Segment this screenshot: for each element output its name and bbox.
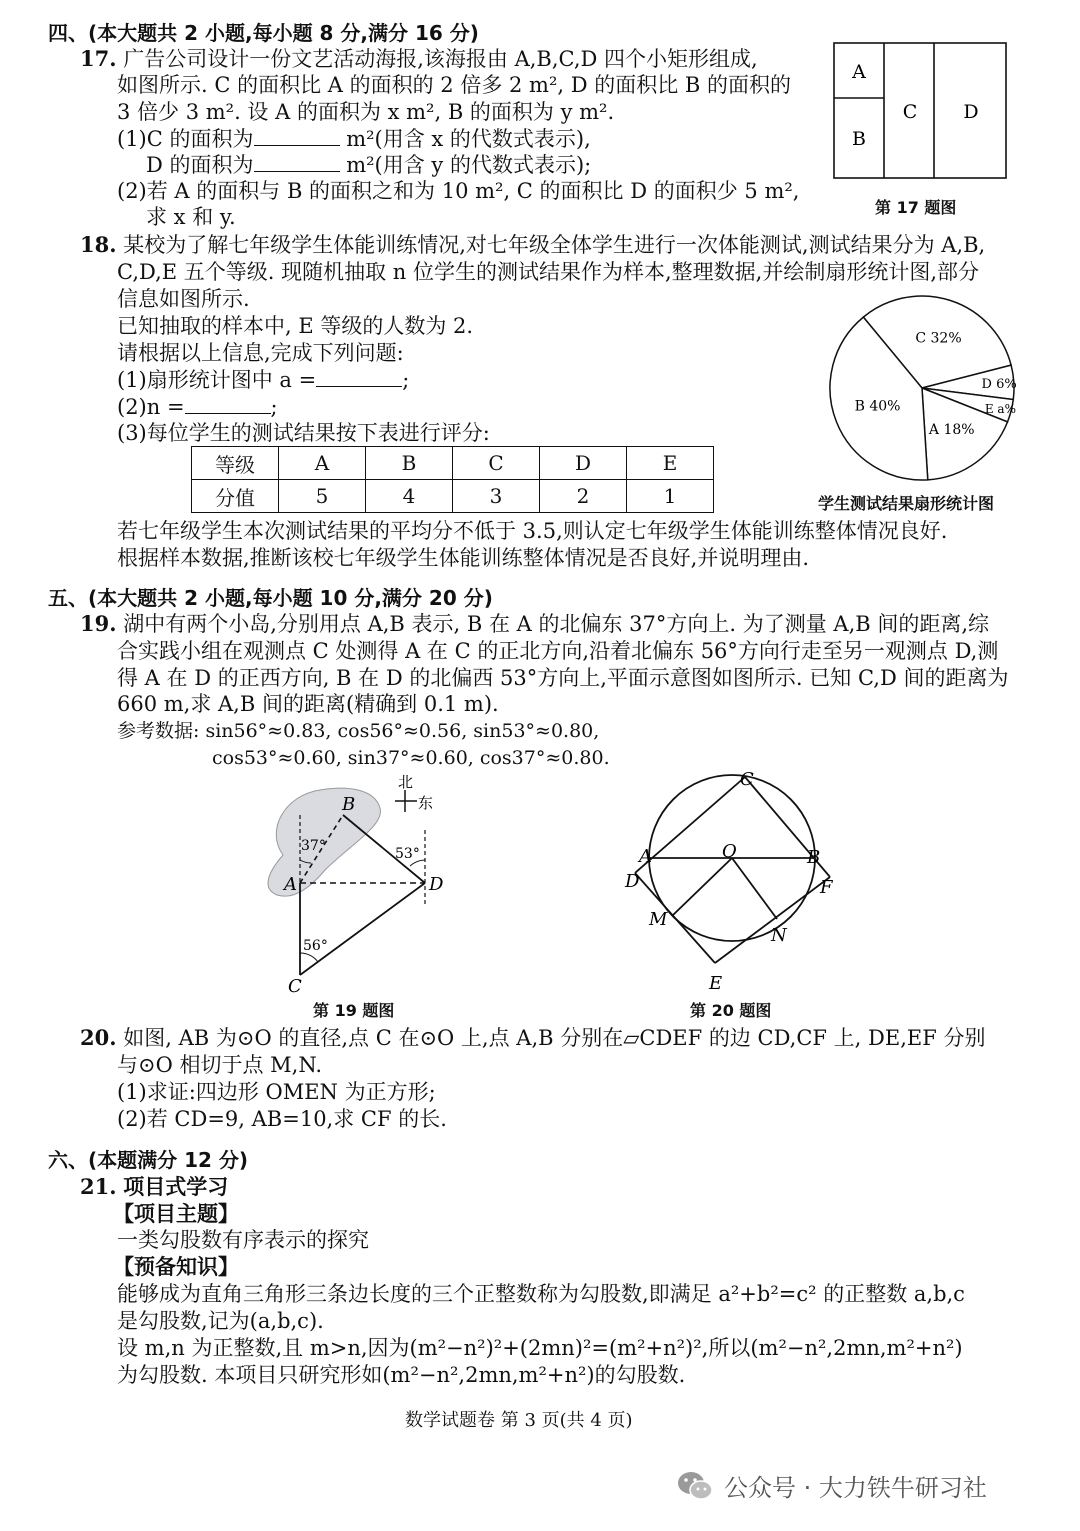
table-cell: A	[279, 447, 366, 480]
q18-line-5: 请根据以上信息,完成下列问题:	[117, 341, 404, 365]
q20-text-1: 如图, AB 为⊙O 的直径,点 C 在⊙O 上,点 A,B 分别在▱CDEF 的边 CD,CF 上, DE,EF 分别	[123, 1026, 986, 1050]
q18-part-1	[117, 367, 409, 393]
q17-line-1	[80, 46, 758, 72]
q20-point-n: N	[771, 925, 787, 946]
q18-p1-end: ;	[402, 368, 410, 392]
table-cell: E	[627, 447, 714, 480]
q19-point-b: B	[342, 794, 356, 815]
watermark-text: 公众号 · 大力铁牛研习社	[724, 1474, 987, 1502]
q17-rect-b-label: B	[852, 128, 866, 150]
pie-label-b: B 40%	[854, 398, 901, 415]
section-4-header: 四、(本大题共 2 小题,每小题 8 分,满分 16 分)	[48, 21, 479, 45]
q19-text-1: 湖中有两个小岛,分别用点 A,B 表示, B 在 A 的北偏东 37°方向上. 为了测量 A,B 间的距离,综	[123, 612, 990, 636]
q19-point-c: C	[288, 976, 302, 997]
q19-line-1	[80, 611, 989, 637]
q17-blank-d	[254, 153, 340, 172]
q18-score-table	[191, 446, 714, 513]
q17-text-1: 广告公司设计一份文艺活动海报,该海报由 A,B,C,D 四个小矩形组成,	[123, 47, 758, 71]
q21-heading-knowledge: 【预备知识】	[113, 1254, 239, 1279]
q19-ref-2: cos53°≈0.60, sin37°≈0.60, cos37°≈0.80.	[212, 747, 610, 769]
section-6-header: 六、(本题满分 12 分)	[48, 1148, 249, 1172]
q21-line-4: 为勾股数. 本项目只研究形如(m²−n²,2mn,m²+n²)的勾股数.	[117, 1363, 686, 1387]
q20-point-a: A	[639, 846, 652, 867]
table-cell: D	[540, 447, 627, 480]
q17-number: 17.	[80, 46, 117, 71]
pie-label-d: D 6%	[981, 377, 1017, 393]
q20-point-d: D	[625, 871, 640, 892]
q21-line-2: 是勾股数,记为(a,b,c).	[117, 1309, 324, 1333]
q17-rect-c-label: C	[902, 101, 918, 123]
q19-point-d: D	[429, 874, 444, 895]
table-row	[192, 447, 714, 480]
q17-rect-d-label: D	[963, 101, 979, 123]
table-cell: 2	[540, 480, 627, 513]
q19-line-4: 660 m,求 A,B 间的距离(精确到 0.1 m).	[117, 692, 499, 716]
q19-angle-56: 56°	[303, 938, 328, 954]
q19-ref-1: 参考数据: sin56°≈0.83, cos56°≈0.56, sin53°≈0.80,	[117, 720, 600, 742]
q20-line-2: 与⊙O 相切于点 M,N.	[117, 1053, 323, 1077]
q21-line-3: 设 m,n 为正整数,且 m>n,因为(m²−n²)²+(2mn)²=(m²+n²)²,所以(m²−n²,2mn,m²+n²)	[117, 1336, 963, 1360]
q20-line-1	[80, 1025, 985, 1051]
q18-p2-end: ;	[270, 395, 278, 419]
q19-line-2: 合实践小组在观测点 C 处测得 A 在 C 的正北方向,沿着北偏东 56°方向行走至另一观测点 D,测	[117, 639, 999, 663]
q18-part-2	[117, 394, 278, 420]
q18-number: 18.	[80, 232, 117, 257]
table-cell: 等级	[192, 447, 279, 480]
q19-angle-37: 37°	[301, 838, 326, 854]
page-footer: 数学试题卷 第 3 页(共 4 页)	[405, 1410, 633, 1431]
q17-part-2b: 求 x 和 y.	[146, 205, 236, 229]
q20-number: 20.	[80, 1025, 117, 1050]
q18-part-3: (3)每位学生的测试结果按下表进行评分:	[117, 421, 490, 445]
q21-heading-topic: 【项目主题】	[113, 1201, 239, 1226]
q19-number: 19.	[80, 611, 117, 636]
q20-caption: 第 20 题图	[690, 1001, 772, 1020]
q20-point-b: B	[807, 847, 821, 868]
q18-pie-chart	[826, 288, 1026, 488]
pie-label-c: C 32%	[915, 330, 962, 347]
q18-line-6: 若七年级学生本次测试结果的平均分不低于 3.5,则认定七年级学生体能训练整体情况良好.	[117, 519, 948, 543]
q20-figure	[615, 765, 850, 995]
q18-blank-a	[316, 368, 402, 387]
q19-angle-53: 53°	[395, 846, 420, 862]
q18-line-3: 信息如图所示.	[117, 287, 250, 311]
table-cell: 1	[627, 480, 714, 513]
wechat-icon	[676, 1469, 714, 1503]
section-5-header: 五、(本大题共 2 小题,每小题 10 分,满分 20 分)	[48, 586, 493, 610]
q20-part-2: (2)若 CD=9, AB=10,求 CF 的长.	[117, 1107, 447, 1131]
q18-line-1	[80, 232, 985, 258]
table-cell: 5	[279, 480, 366, 513]
q19-point-a: A	[284, 874, 297, 895]
q19-caption: 第 19 题图	[313, 1001, 395, 1020]
compass-east-label: 东	[418, 794, 434, 812]
table-cell: 4	[366, 480, 453, 513]
q17-part-2: (2)若 A 的面积与 B 的面积之和为 10 m², C 的面积比 D 的面积少 5 m²,	[117, 179, 800, 203]
q17-p1-tail: m²(用含 x 的代数式表示),	[346, 127, 591, 151]
q17-caption: 第 17 题图	[875, 198, 957, 217]
table-cell: 分值	[192, 480, 279, 513]
q17-blank-c	[254, 127, 340, 146]
q18-line-2: C,D,E 五个等级. 现随机抽取 n 位学生的测试结果作为样本,整理数据,并绘制扇形统计图,部分	[117, 260, 980, 284]
table-cell: B	[366, 447, 453, 480]
q18-blank-n	[185, 395, 271, 414]
q17-part-1	[117, 126, 591, 152]
q17-rect-a-label: A	[852, 61, 866, 83]
q18-chart-caption: 学生测试结果扇形统计图	[818, 494, 995, 513]
table-cell: 3	[453, 480, 540, 513]
q21-number: 21.	[80, 1174, 117, 1199]
watermark	[676, 1468, 987, 1503]
q19-figure	[255, 770, 465, 1002]
q21-title: 项目式学习	[123, 1174, 229, 1199]
q17-line-2: 如图所示. C 的面积比 A 的面积的 2 倍多 2 m², D 的面积比 B 的面积的	[117, 73, 792, 97]
q20-point-m: M	[649, 909, 668, 930]
pie-label-a: A 18%	[928, 421, 975, 438]
q17-line-3: 3 倍少 3 m². 设 A 的面积为 x m², B 的面积为 y m².	[117, 100, 615, 124]
q19-line-3: 得 A 在 D 的正西方向, B 在 D 的北偏西 53°方向上,平面示意图如图所示. 已知 C,D 间的距离为	[117, 666, 1009, 690]
compass-north-label: 北	[398, 773, 414, 791]
pie-label-e: E a%	[984, 402, 1016, 417]
q21-line-title	[80, 1174, 228, 1200]
q17-p1d-tail: m²(用含 y 的代数式表示);	[346, 153, 592, 177]
q18-p2-label: (2)n =	[117, 395, 185, 419]
table-row	[192, 480, 714, 513]
table-cell: C	[453, 447, 540, 480]
q18-text-1: 某校为了解七年级学生体能训练情况,对七年级全体学生进行一次体能测试,测试结果分为 A,B,	[123, 233, 986, 257]
q20-point-f: F	[820, 877, 833, 898]
q17-part-1b	[146, 152, 591, 178]
q21-line-1: 能够成为直角三角形三条边长度的三个正整数称为勾股数,即满足 a²+b²=c² 的正整数 a,b,c	[117, 1282, 965, 1306]
q20-point-c: C	[740, 769, 754, 790]
q18-line-4: 已知抽取的样本中, E 等级的人数为 2.	[117, 314, 474, 338]
q20-point-e: E	[709, 973, 723, 994]
q21-topic: 一类勾股数有序表示的探究	[117, 1228, 369, 1252]
q17-p1-label: (1)C 的面积为	[117, 127, 254, 151]
q20-point-o: O	[722, 841, 737, 862]
q20-part-1: (1)求证:四边形 OMEN 为正方形;	[117, 1080, 436, 1104]
q18-line-7: 根据样本数据,推断该校七年级学生体能训练整体情况是否良好,并说明理由.	[117, 546, 810, 570]
q17-p1c-label: D 的面积为	[146, 153, 254, 177]
q18-p1-label: (1)扇形统计图中 a =	[117, 368, 317, 392]
